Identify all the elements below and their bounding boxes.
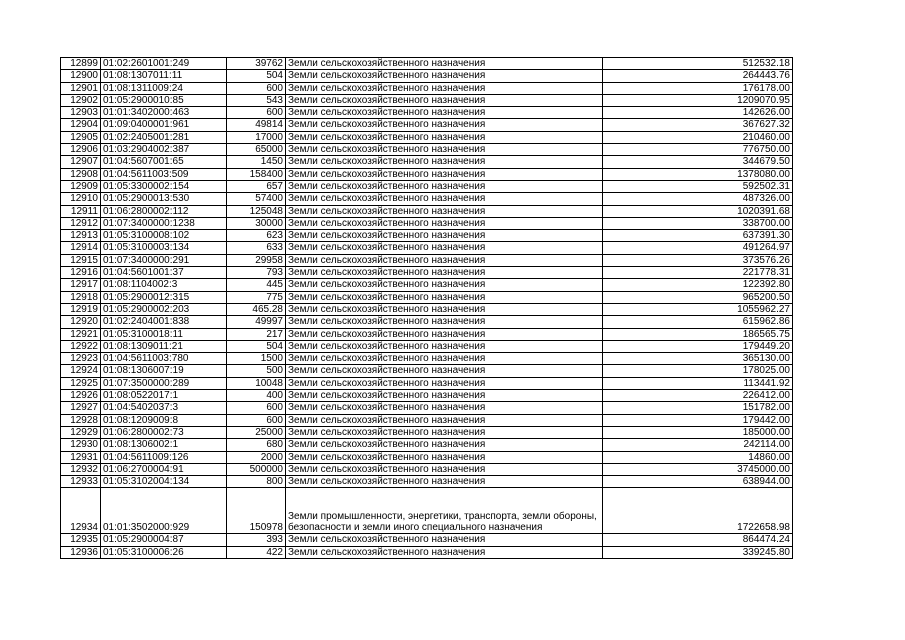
land-category-cell: Земли сельскохозяйственного назначения [286,546,603,558]
cadastral-number-cell: 01:03:2904002:387 [101,144,227,156]
cadastral-value-cell: 1378080.00 [603,168,793,180]
cadastral-value-cell: 864474.24 [603,534,793,546]
area-cell: 445 [227,279,286,291]
cadastral-number-cell: 01:05:3300002:154 [101,180,227,192]
area-cell: 30000 [227,217,286,229]
table-row [61,242,793,254]
cadastral-number-cell: 01:08:1104002:3 [101,279,227,291]
cadastral-value-cell: 186565.75 [603,328,793,340]
land-category-cell: Земли сельскохозяйственного назначения [286,119,603,131]
land-category-cell: Земли промышленности, энергетики, транспорта, земли обороны, безопасности и земли иного специального назначения [286,488,603,534]
row-number-cell: 12908 [61,168,101,180]
area-cell: 57400 [227,193,286,205]
row-number-cell: 12909 [61,180,101,192]
area-cell: 680 [227,439,286,451]
row-number-cell: 12910 [61,193,101,205]
row-number-cell: 12921 [61,328,101,340]
cadastral-number-cell: 01:09:0400001:961 [101,119,227,131]
cadastral-value-cell: 776750.00 [603,144,793,156]
row-number-cell: 12922 [61,340,101,352]
table-row [61,156,793,168]
row-number-cell: 12932 [61,463,101,475]
table-row [61,82,793,94]
cadastral-value-cell: 210460.00 [603,131,793,143]
area-cell: 2000 [227,451,286,463]
table-row [61,426,793,438]
land-category-cell: Земли сельскохозяйственного назначения [286,353,603,365]
land-category-cell: Земли сельскохозяйственного назначения [286,365,603,377]
cadastral-value-cell: 242114.00 [603,439,793,451]
table-row [61,365,793,377]
table-row [61,463,793,475]
row-number-cell: 12929 [61,426,101,438]
table-row [61,107,793,119]
row-number-cell: 12900 [61,70,101,82]
land-category-cell: Земли сельскохозяйственного назначения [286,144,603,156]
table-row [61,70,793,82]
land-category-cell: Земли сельскохозяйственного назначения [286,279,603,291]
cadastral-number-cell: 01:05:3100003:134 [101,242,227,254]
area-cell: 150978 [227,488,286,534]
land-category-cell: Земли сельскохозяйственного назначения [286,291,603,303]
cadastral-number-cell: 01:07:3500000:289 [101,377,227,389]
cadastral-value-cell: 491264.97 [603,242,793,254]
row-number-cell: 12912 [61,217,101,229]
area-cell: 1500 [227,353,286,365]
cadastral-value-cell: 264443.76 [603,70,793,82]
row-number-cell: 12923 [61,353,101,365]
area-cell: 158400 [227,168,286,180]
table-row [61,131,793,143]
table-row [61,168,793,180]
land-category-cell: Земли сельскохозяйственного назначения [286,303,603,315]
cadastral-number-cell: 01:02:2404001:838 [101,316,227,328]
land-category-cell: Земли сельскохозяйственного назначения [286,476,603,488]
land-category-cell: Земли сельскохозяйственного назначения [286,340,603,352]
cadastral-number-cell: 01:05:3102004:134 [101,476,227,488]
cadastral-value-cell: 221778.31 [603,267,793,279]
cadastral-number-cell: 01:04:5402037:3 [101,402,227,414]
row-number-cell: 12902 [61,94,101,106]
row-number-cell: 12936 [61,546,101,558]
land-category-cell: Земли сельскохозяйственного назначения [286,390,603,402]
cadastral-number-cell: 01:08:0522017:1 [101,390,227,402]
land-category-cell: Земли сельскохозяйственного назначения [286,70,603,82]
table-row [61,353,793,365]
table-row [61,414,793,426]
table-row [61,267,793,279]
cadastral-value-cell: 179442.00 [603,414,793,426]
land-category-cell: Земли сельскохозяйственного назначения [286,439,603,451]
cadastral-number-cell: 01:01:3402000:463 [101,107,227,119]
cadastral-number-cell: 01:02:2601001:249 [101,58,227,70]
area-cell: 500000 [227,463,286,475]
cadastral-number-cell: 01:08:1209009:8 [101,414,227,426]
land-category-cell: Земли сельскохозяйственного назначения [286,82,603,94]
area-cell: 217 [227,328,286,340]
table-row [61,402,793,414]
table-row [61,377,793,389]
table-row [61,476,793,488]
cadastral-value-cell: 1020391.68 [603,205,793,217]
table-row [61,328,793,340]
table-row [61,217,793,229]
area-cell: 633 [227,242,286,254]
area-cell: 10048 [227,377,286,389]
cadastral-value-cell: 226412.00 [603,390,793,402]
row-number-cell: 12924 [61,365,101,377]
cadastral-number-cell: 01:04:5611003:509 [101,168,227,180]
table-row [61,58,793,70]
area-cell: 49814 [227,119,286,131]
row-number-cell: 12931 [61,451,101,463]
area-cell: 793 [227,267,286,279]
row-number-cell: 12927 [61,402,101,414]
land-category-cell: Земли сельскохозяйственного назначения [286,230,603,242]
area-cell: 465.28 [227,303,286,315]
cadastral-value-cell: 179449.20 [603,340,793,352]
row-number-cell: 12905 [61,131,101,143]
area-cell: 17000 [227,131,286,143]
row-number-cell: 12899 [61,58,101,70]
cadastral-value-cell: 365130.00 [603,353,793,365]
area-cell: 49997 [227,316,286,328]
land-category-cell: Земли сельскохозяйственного назначения [286,451,603,463]
cadastral-value-cell: 638944.00 [603,476,793,488]
cadastral-value-cell: 122392.80 [603,279,793,291]
cadastral-value-cell: 615962.86 [603,316,793,328]
area-cell: 504 [227,340,286,352]
area-cell: 65000 [227,144,286,156]
row-number-cell: 12901 [61,82,101,94]
land-category-cell: Земли сельскохозяйственного назначения [286,168,603,180]
cadastral-value-cell: 3745000.00 [603,463,793,475]
cadastral-value-cell: 592502.31 [603,180,793,192]
area-cell: 600 [227,82,286,94]
cadastral-number-cell: 01:08:1306007:19 [101,365,227,377]
cadastral-number-cell: 01:01:3502000:929 [101,488,227,534]
land-category-cell: Земли сельскохозяйственного назначения [286,58,603,70]
row-number-cell: 12903 [61,107,101,119]
cadastral-number-cell: 01:05:3100018:11 [101,328,227,340]
cadastral-number-cell: 01:07:3400000:1238 [101,217,227,229]
cadastral-number-cell: 01:04:5601001:37 [101,267,227,279]
land-category-cell: Земли сельскохозяйственного назначения [286,131,603,143]
cadastral-number-cell: 01:04:5611009:126 [101,451,227,463]
row-number-cell: 12913 [61,230,101,242]
area-cell: 543 [227,94,286,106]
table-row [61,340,793,352]
row-number-cell: 12917 [61,279,101,291]
cadastral-number-cell: 01:05:3100006:26 [101,546,227,558]
cadastral-value-cell: 185000.00 [603,426,793,438]
land-category-cell: Земли сельскохозяйственного назначения [286,156,603,168]
cadastral-value-cell: 1055962.27 [603,303,793,315]
area-cell: 422 [227,546,286,558]
land-category-cell: Земли сельскохозяйственного назначения [286,180,603,192]
cadastral-value-cell: 487326.00 [603,193,793,205]
table-row [61,230,793,242]
land-category-cell: Земли сельскохозяйственного назначения [286,463,603,475]
cadastral-number-cell: 01:07:3400000:291 [101,254,227,266]
table-row [61,279,793,291]
area-cell: 600 [227,414,286,426]
area-cell: 25000 [227,426,286,438]
cadastral-value-cell: 344679.50 [603,156,793,168]
table-row [61,180,793,192]
row-number-cell: 12904 [61,119,101,131]
land-category-cell: Земли сельскохозяйственного назначения [286,242,603,254]
land-category-cell: Земли сельскохозяйственного назначения [286,414,603,426]
area-cell: 600 [227,402,286,414]
land-category-cell: Земли сельскохозяйственного назначения [286,193,603,205]
cadastral-number-cell: 01:05:2900012:315 [101,291,227,303]
area-cell: 775 [227,291,286,303]
land-category-cell: Земли сельскохозяйственного назначения [286,94,603,106]
row-number-cell: 12930 [61,439,101,451]
cadastral-number-cell: 01:05:2900004:87 [101,534,227,546]
table-row [61,94,793,106]
cadastral-number-cell: 01:06:2800002:112 [101,205,227,217]
cadastral-number-cell: 01:08:1311009:24 [101,82,227,94]
cadastral-number-cell: 01:05:2900013:530 [101,193,227,205]
row-number-cell: 12920 [61,316,101,328]
row-number-cell: 12935 [61,534,101,546]
table-row [61,488,793,534]
area-cell: 657 [227,180,286,192]
cadastral-number-cell: 01:05:2900010:85 [101,94,227,106]
table-row [61,546,793,558]
table-row [61,193,793,205]
land-category-cell: Земли сельскохозяйственного назначения [286,205,603,217]
area-cell: 800 [227,476,286,488]
cadastral-value-cell: 339245.80 [603,546,793,558]
cadastral-number-cell: 01:04:5611003:780 [101,353,227,365]
row-number-cell: 12914 [61,242,101,254]
cadastral-number-cell: 01:06:2800002:73 [101,426,227,438]
cadastral-table-body [61,58,793,559]
cadastral-number-cell: 01:02:2405001:281 [101,131,227,143]
cadastral-number-cell: 01:08:1309011:21 [101,340,227,352]
cadastral-number-cell: 01:06:2700004:91 [101,463,227,475]
land-category-cell: Земли сельскохозяйственного назначения [286,534,603,546]
table-row [61,144,793,156]
cadastral-value-cell: 178025.00 [603,365,793,377]
table-row [61,254,793,266]
land-category-cell: Земли сельскохозяйственного назначения [286,254,603,266]
area-cell: 400 [227,390,286,402]
table-row [61,534,793,546]
cadastral-number-cell: 01:08:1306002:1 [101,439,227,451]
row-number-cell: 12925 [61,377,101,389]
table-row [61,390,793,402]
row-number-cell: 12911 [61,205,101,217]
table-row [61,316,793,328]
row-number-cell: 12918 [61,291,101,303]
land-category-cell: Земли сельскохозяйственного назначения [286,217,603,229]
cadastral-value-cell: 14860.00 [603,451,793,463]
cadastral-value-cell: 338700.00 [603,217,793,229]
land-category-cell: Земли сельскохозяйственного назначения [286,377,603,389]
area-cell: 623 [227,230,286,242]
cadastral-value-cell: 176178.00 [603,82,793,94]
table-row [61,205,793,217]
area-cell: 393 [227,534,286,546]
cadastral-number-cell: 01:08:1307011:11 [101,70,227,82]
cadastral-value-cell: 1722658.98 [603,488,793,534]
row-number-cell: 12915 [61,254,101,266]
cadastral-value-cell: 373576.26 [603,254,793,266]
area-cell: 504 [227,70,286,82]
cadastral-number-cell: 01:05:3100008:102 [101,230,227,242]
cadastral-value-cell: 113441.92 [603,377,793,389]
row-number-cell: 12926 [61,390,101,402]
land-category-cell: Земли сельскохозяйственного назначения [286,107,603,119]
row-number-cell: 12933 [61,476,101,488]
cadastral-number-cell: 01:04:5607001:65 [101,156,227,168]
cadastral-value-cell: 151782.00 [603,402,793,414]
row-number-cell: 12934 [61,488,101,534]
land-category-cell: Земли сельскохозяйственного назначения [286,402,603,414]
row-number-cell: 12907 [61,156,101,168]
row-number-cell: 12906 [61,144,101,156]
table-row [61,291,793,303]
land-category-cell: Земли сельскохозяйственного назначения [286,316,603,328]
cadastral-value-cell: 1209070.95 [603,94,793,106]
table-row [61,439,793,451]
land-category-cell: Земли сельскохозяйственного назначения [286,328,603,340]
table-row [61,303,793,315]
area-cell: 600 [227,107,286,119]
cadastral-table [60,57,793,559]
land-category-cell: Земли сельскохозяйственного назначения [286,267,603,279]
cadastral-value-cell: 367627.32 [603,119,793,131]
cadastral-number-cell: 01:05:2900002:203 [101,303,227,315]
cadastral-value-cell: 142626.00 [603,107,793,119]
table-row [61,451,793,463]
area-cell: 500 [227,365,286,377]
row-number-cell: 12919 [61,303,101,315]
area-cell: 125048 [227,205,286,217]
row-number-cell: 12916 [61,267,101,279]
land-category-cell: Земли сельскохозяйственного назначения [286,426,603,438]
area-cell: 39762 [227,58,286,70]
row-number-cell: 12928 [61,414,101,426]
cadastral-value-cell: 965200.50 [603,291,793,303]
cadastral-value-cell: 637391.30 [603,230,793,242]
area-cell: 1450 [227,156,286,168]
area-cell: 29958 [227,254,286,266]
cadastral-value-cell: 512532.18 [603,58,793,70]
table-row [61,119,793,131]
